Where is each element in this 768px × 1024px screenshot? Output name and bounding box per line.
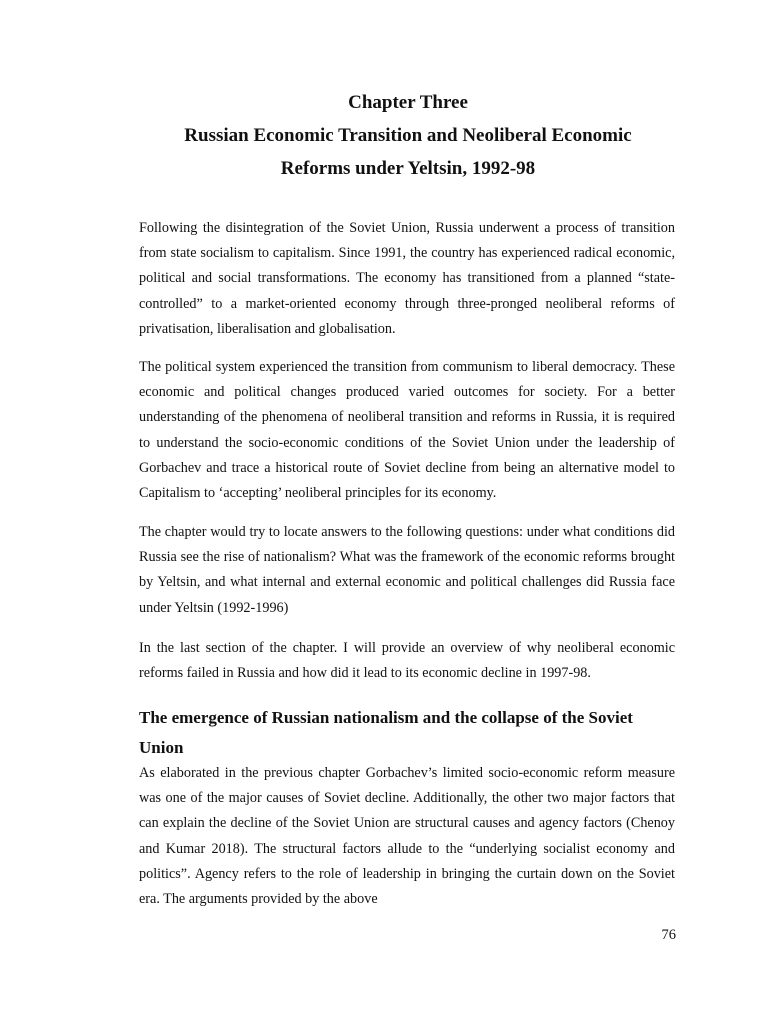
section-heading: The emergence of Russian nationalism and the collapse of the Soviet Union [139, 708, 633, 757]
paragraph-1: Following the disintegration of the Soviet Union, Russia underwent a process of transition from state socialism to capitalism. Since 1991, the country has experienced radical economic, political and social transformations. The economy has transitioned from a planned “state-controlled” to a market-oriented economy through three-pronged neoliberal reforms of privatisation, liberalisation and globalisation. [139, 220, 675, 337]
paragraph-2: The political system experienced the transition from communism to liberal democracy. These economic and political changes produced varied outcomes for society. For a better understanding of the phenomena of neoliberal transition and reforms in Russia, it is required to understand the socio-economic conditions of the Soviet Union under the leadership of Gorbachev and trace a historical route of Soviet decline from being an alternative model to Capitalism to ‘accepting’ neoliberal principles for its economy. [139, 359, 675, 502]
paragraph-4: In the last section of the chapter. I will provide an overview of why neoliberal economic reforms failed in Russia and how did it lead to its economic decline in 1997-98. [139, 640, 675, 682]
chapter-title-line-2: Reforms under Yeltsin, 1992-98 [280, 158, 536, 179]
chapter-title-block [0, 86, 768, 185]
paragraph-3: The chapter would try to locate answers to the following questions: under what conditions did Russia see the rise of nationalism? What was the framework of the economic reforms brought by Yeltsin, and what internal and external economic and political challenges did Russia face under Yeltsin (1992-1996) [139, 524, 675, 616]
page-number: 76 [661, 927, 676, 943]
section-paragraph: As elaborated in the previous chapter Gorbachev’s limited socio-economic reform measure was one of the major causes of Soviet decline. Additionally, the other two major factors that can explain the decline of the Soviet Union are structural causes and agency factors (Chenoy and Kumar 2018). The structural factors allude to the “underlying socialist economy and politics”. Agency refers to the role of leadership in bringing the curtain down on the Soviet era. The arguments provided by the above [139, 765, 675, 908]
chapter-number: Chapter Three [348, 92, 468, 113]
chapter-title-line-1: Russian Economic Transition and Neoliberal Economic [184, 125, 632, 146]
